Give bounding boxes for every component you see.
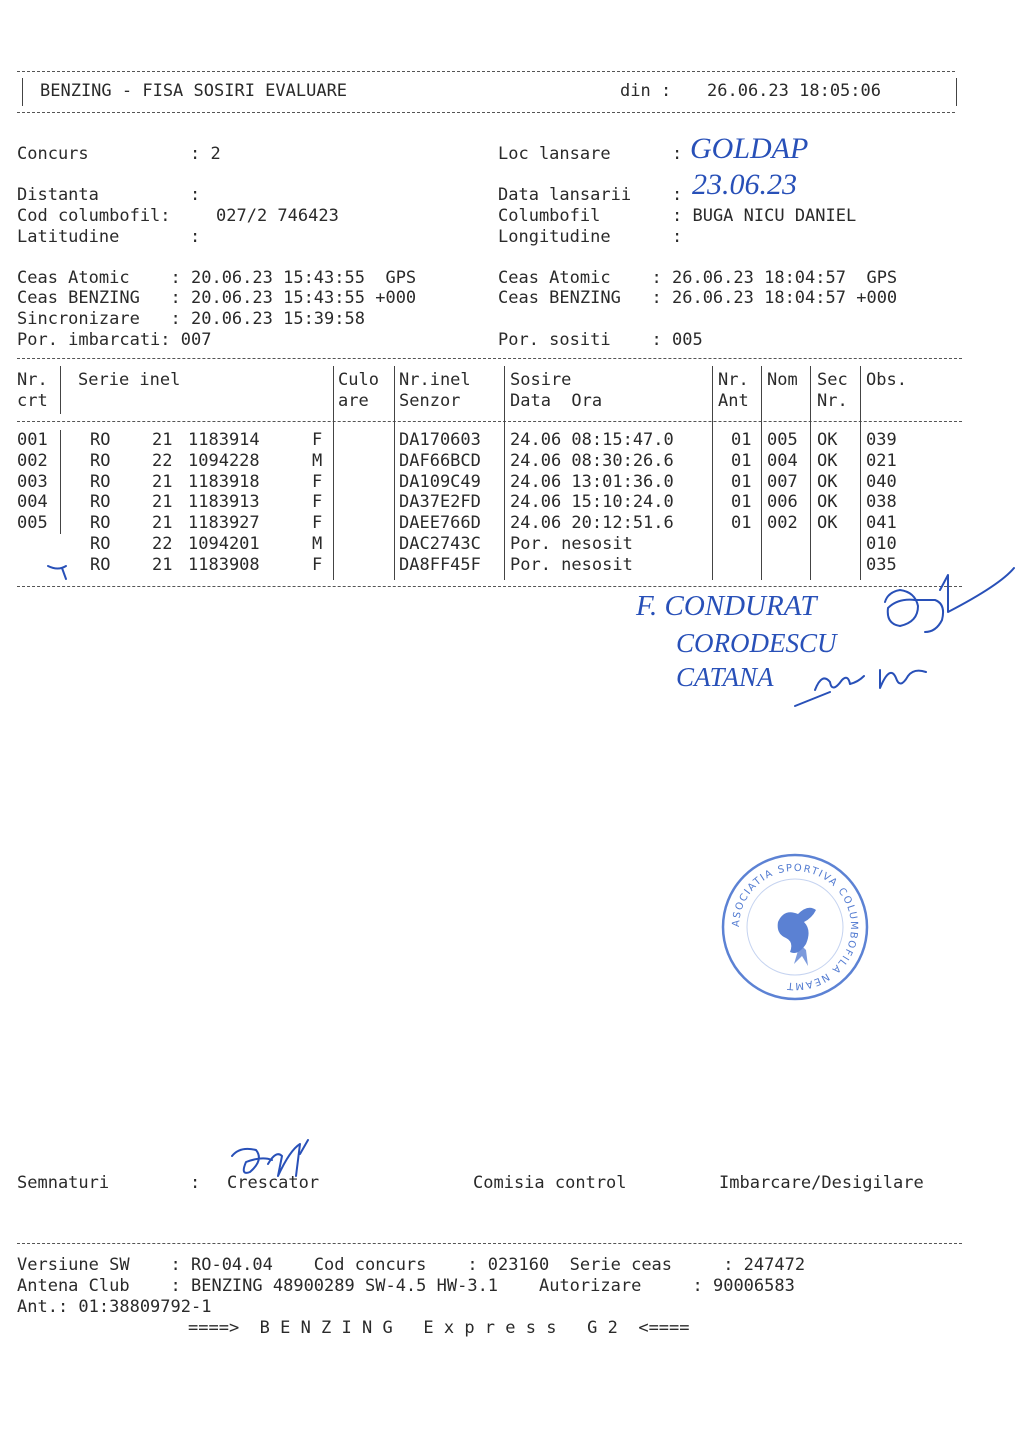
cell-country: RO xyxy=(90,555,111,575)
dove-icon xyxy=(778,908,816,966)
ceas-benzing-end: Ceas BENZING : 26.06.23 18:04:57 +000 xyxy=(498,288,898,308)
hdr-data-ora: Data Ora xyxy=(510,391,603,411)
association-stamp xyxy=(720,852,870,1002)
footer-versiune: Versiune SW : RO-04.04 Cod concurs : 023160 Serie ceas : 247472 xyxy=(17,1255,806,1275)
cod-columbofil-value: 027/2 746423 xyxy=(216,206,339,226)
imbarcare-label: Imbarcare/Desigilare xyxy=(719,1173,924,1193)
handwritten-name-catana: CATANA xyxy=(676,662,774,692)
cell-obs: 040 xyxy=(866,472,897,492)
cell-year: 21 xyxy=(152,492,173,512)
hdr-obs: Obs. xyxy=(866,370,907,390)
hdr-ant: Ant xyxy=(718,391,749,411)
cell-nom: 002 xyxy=(767,513,798,533)
cell-obs: 039 xyxy=(866,430,897,450)
columbofil-label: Columbofil xyxy=(498,206,601,226)
ceas-atomic-end: Ceas Atomic : 26.06.23 18:04:57 GPS xyxy=(498,268,898,288)
cod-columbofil-label: Cod columbofil: xyxy=(17,206,171,226)
hdr-nr: Nr. xyxy=(17,370,48,390)
cell-ant: 01 xyxy=(731,451,752,471)
stamp-text: ASOCIATIA SPORTIVA COLUMBOFILA NEAMT xyxy=(730,862,860,992)
cell-ring: 1183914 xyxy=(188,430,260,450)
cell-year: 22 xyxy=(152,534,173,554)
cell-sex: F xyxy=(312,555,323,575)
latitudine-value: : xyxy=(190,227,201,247)
cell-ring: 1094228 xyxy=(188,451,260,471)
hdr-nr-ant: Nr. xyxy=(718,370,749,390)
cell-senzor: DA37E2FD xyxy=(399,492,481,512)
cell-year: 21 xyxy=(152,513,173,533)
loc-lansare-handwritten: GOLDAP xyxy=(690,132,809,165)
cell-year: 22 xyxy=(152,451,173,471)
cell-country: RO xyxy=(90,492,111,512)
cell-year: 21 xyxy=(152,555,173,575)
handwritten-name-condurat: F. CONDURAT xyxy=(636,590,817,622)
cell-ant: 01 xyxy=(731,513,752,533)
cell-ring: 1183927 xyxy=(188,513,260,533)
footer-brand: ====> B E N Z I N G E x p r e s s G 2 <==== xyxy=(188,1318,690,1338)
sincronizare: Sincronizare : 20.06.23 15:39:58 xyxy=(17,309,365,329)
cell-sosire: 24.06 13:01:36.0 xyxy=(510,472,674,492)
cell-sosire: 24.06 08:15:47.0 xyxy=(510,430,674,450)
longitudine-value: : xyxy=(672,227,683,247)
cell-nr: 004 xyxy=(17,492,48,512)
cell-country: RO xyxy=(90,513,111,533)
hdr-sec-nr: Nr. xyxy=(817,391,848,411)
report-title: BENZING - FISA SOSIRI EVALUARE xyxy=(40,81,348,101)
cell-ring: 1183913 xyxy=(188,492,260,512)
cell-senzor: DA109C49 xyxy=(399,472,481,492)
ceas-atomic-start: Ceas Atomic : 20.06.23 15:43:55 GPS xyxy=(17,268,417,288)
cell-nom: 006 xyxy=(767,492,798,512)
longitudine-label: Longitudine xyxy=(498,227,611,247)
cell-year: 21 xyxy=(152,430,173,450)
concurs-label: Concurs xyxy=(17,144,89,164)
semnaturi-colon: : xyxy=(190,1173,201,1193)
concurs-value: : 2 xyxy=(190,144,221,164)
cell-nr: 002 xyxy=(17,451,48,471)
cell-ring: 1094201 xyxy=(188,534,260,554)
hdr-nom: Nom xyxy=(767,370,798,390)
porumbei-imbarcati: Por. imbarcati: 007 xyxy=(17,330,212,350)
loc-lansare-label: Loc lansare xyxy=(498,144,611,164)
loc-lansare-colon: : xyxy=(672,144,683,164)
cell-sosire: 24.06 20:12:51.6 xyxy=(510,513,674,533)
cell-sec: OK xyxy=(817,451,838,471)
semnaturi-label: Semnaturi xyxy=(17,1173,110,1193)
cell-sec: OK xyxy=(817,492,838,512)
handwritten-name-corodescu: CORODESCU xyxy=(676,628,837,658)
cell-year: 21 xyxy=(152,472,173,492)
hdr-nr-inel: Nr.inel xyxy=(399,370,471,390)
cell-obs: 010 xyxy=(866,534,897,554)
signature-condurat xyxy=(885,568,1014,632)
hdr-culo: Culo xyxy=(338,370,379,390)
cell-ant: 01 xyxy=(731,472,752,492)
data-lansarii-label: Data lansarii xyxy=(498,185,632,205)
cell-sex: F xyxy=(312,513,323,533)
cell-nom: 004 xyxy=(767,451,798,471)
row-tick-mark xyxy=(48,566,66,579)
hdr-sec: Sec xyxy=(817,370,848,390)
cell-country: RO xyxy=(90,472,111,492)
cell-sex: M xyxy=(312,534,323,554)
ceas-benzing-start: Ceas BENZING : 20.06.23 15:43:55 +000 xyxy=(17,288,417,308)
columbofil-value: : BUGA NICU DANIEL xyxy=(672,206,857,226)
cell-ant: 01 xyxy=(731,492,752,512)
hdr-crt: crt xyxy=(17,391,48,411)
cell-ant: 01 xyxy=(731,430,752,450)
cell-nr: 001 xyxy=(17,430,48,450)
cell-obs: 035 xyxy=(866,555,897,575)
cell-senzor: DAEE766D xyxy=(399,513,481,533)
cell-sec: OK xyxy=(817,430,838,450)
cell-senzor: DAF66BCD xyxy=(399,451,481,471)
cell-ring: 1183908 xyxy=(188,555,260,575)
cell-sec: OK xyxy=(817,472,838,492)
cell-obs: 038 xyxy=(866,492,897,512)
cell-sex: F xyxy=(312,492,323,512)
cell-senzor: DAC2743C xyxy=(399,534,481,554)
cell-sex: F xyxy=(312,430,323,450)
cell-sosire: Por. nesosit xyxy=(510,555,633,575)
distanta-label: Distanta xyxy=(17,185,99,205)
cell-country: RO xyxy=(90,534,111,554)
footer-divider xyxy=(17,1243,962,1244)
cell-nom: 005 xyxy=(767,430,798,450)
cell-ring: 1183918 xyxy=(188,472,260,492)
cell-obs: 021 xyxy=(866,451,897,471)
latitudine-label: Latitudine xyxy=(17,227,120,247)
cell-sosire: 24.06 15:10:24.0 xyxy=(510,492,674,512)
cell-sex: F xyxy=(312,472,323,492)
data-lansarii-handwritten: 23.06.23 xyxy=(692,168,797,201)
footer-antena: Antena Club : BENZING 48900289 SW-4.5 HW-3.1 Autorizare : 90006583 xyxy=(17,1276,795,1296)
report-date-label: din : xyxy=(620,81,672,101)
cell-sosire: Por. nesosit xyxy=(510,534,633,554)
porumbei-sositi: Por. sositi : 005 xyxy=(498,330,703,350)
cell-obs: 041 xyxy=(866,513,897,533)
cell-nom: 007 xyxy=(767,472,798,492)
signature-catana xyxy=(795,670,926,706)
cell-country: RO xyxy=(90,430,111,450)
hdr-are: are xyxy=(338,391,369,411)
cell-senzor: DA170603 xyxy=(399,430,481,450)
hdr-sosire: Sosire xyxy=(510,370,572,390)
footer-ant: Ant.: 01:38809792-1 xyxy=(17,1297,212,1317)
cell-sosire: 24.06 08:30:26.6 xyxy=(510,451,674,471)
comisia-label: Comisia control xyxy=(473,1173,627,1193)
cell-sex: M xyxy=(312,451,323,471)
data-lansarii-colon: : xyxy=(672,185,683,205)
cell-nr: 005 xyxy=(17,513,48,533)
crescator-label: Crescator xyxy=(227,1173,320,1193)
hdr-serie-inel: Serie inel xyxy=(78,370,181,390)
distanta-value: : xyxy=(190,185,201,205)
cell-sec: OK xyxy=(817,513,838,533)
cell-nr: 003 xyxy=(17,472,48,492)
signature-crescator xyxy=(232,1140,308,1176)
hdr-senzor: Senzor xyxy=(399,391,461,411)
cell-country: RO xyxy=(90,451,111,471)
cell-senzor: DA8FF45F xyxy=(399,555,481,575)
report-date-value: 26.06.23 18:05:06 xyxy=(707,81,881,101)
